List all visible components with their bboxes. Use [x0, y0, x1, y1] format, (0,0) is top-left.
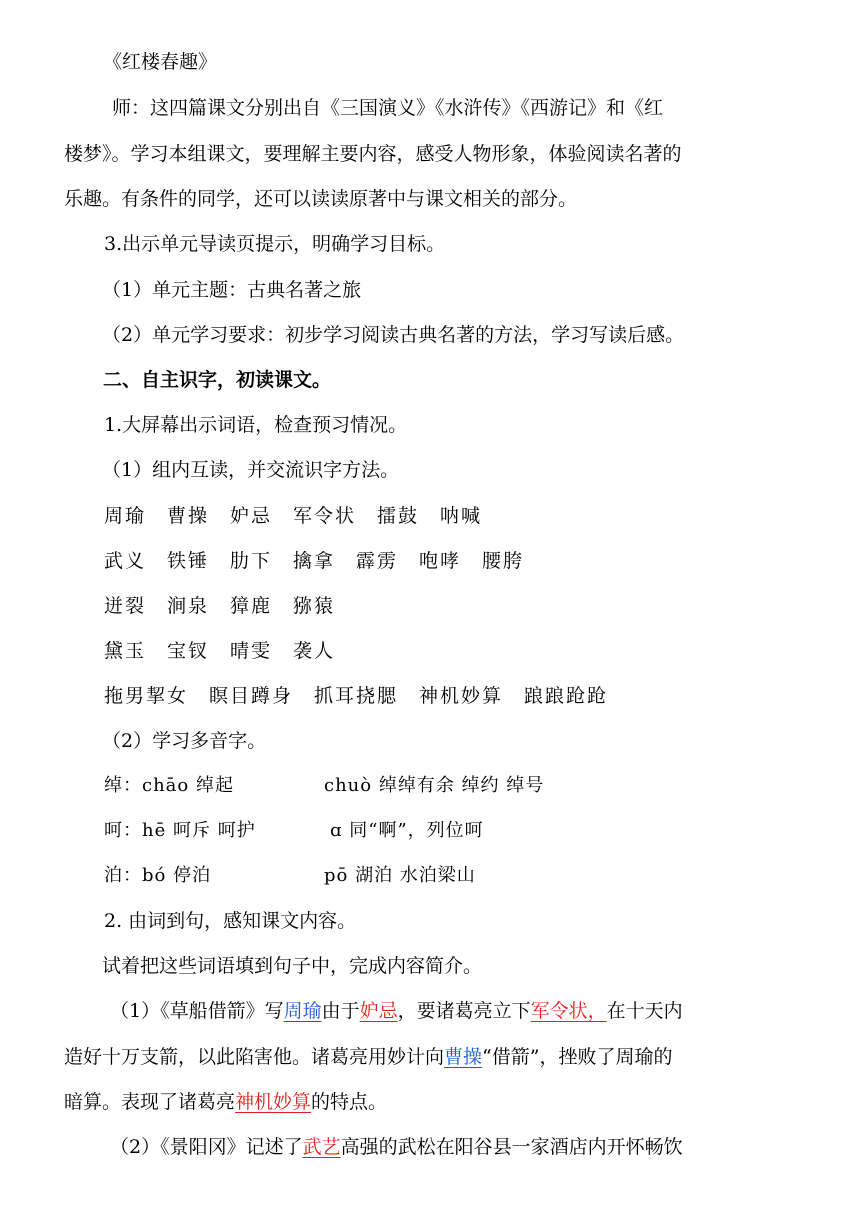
sub-item: （1）组内互读，并交流识字方法。: [102, 459, 400, 481]
vocab-row: 武义 铁锤 肋下 擒拿 霹雳 咆哮 腰胯: [104, 550, 525, 572]
filled-word: 周瑜: [283, 1000, 322, 1022]
polyphone-reading: pō 湖泊 水泊梁山: [324, 865, 476, 886]
sub-item: （2）学习多音字。: [102, 730, 267, 752]
sub-item: （1）单元主题：古典名著之旅: [102, 279, 362, 301]
summary-text: ，要诸葛亮立下: [397, 1000, 531, 1022]
step-heading: 1.大屏幕出示词语，检查预习情况。: [104, 414, 408, 436]
summary-text: 暗算。表现了诸葛亮: [64, 1091, 236, 1113]
paragraph-line: 楼梦》。学习本组课文，要理解主要内容，感受人物形象，体验阅读名著的: [64, 143, 682, 165]
filled-word: 曹操: [444, 1046, 483, 1068]
polyphone-reading: chuò 绰绰有余 绰约 绰号: [324, 775, 545, 796]
book-title-line: 《红楼春趣》: [103, 51, 218, 73]
summary-line: [64, 1043, 672, 1071]
step-heading: 3.出示单元导读页提示，明确学习目标。: [104, 233, 446, 255]
vocab-row: 黛玉 宝钗 晴雯 袭人: [104, 640, 336, 662]
summary-line: [110, 997, 683, 1025]
summary-text: 由于: [321, 1000, 360, 1022]
vocab-row: 周瑜 曹操 妒忌 军令状 擂鼓 呐喊: [104, 505, 483, 527]
summary-text: 在十天内: [606, 1000, 683, 1022]
vocab-row: 拖男挈女 瞑目蹲身 抓耳挠腮 神机妙算 踉踉跄跄: [104, 685, 609, 707]
summary-text: （2）《景阳冈》记述了: [110, 1136, 303, 1158]
sub-item: （2）单元学习要求：初步学习阅读古典名著的方法，学习写读后感。: [102, 324, 685, 346]
polyphone-reading: 泊：bó 停泊: [104, 865, 212, 886]
filled-word: 神机妙算: [235, 1091, 312, 1113]
vocab-row: 迸裂 涧泉 獐鹿 猕猿: [104, 595, 336, 617]
summary-text: 高强的武松在阳谷县一家酒店内开怀畅饮: [340, 1136, 683, 1158]
step-heading: 2. 由词到句，感知课文内容。: [104, 910, 357, 932]
summary-text: 的特点。: [311, 1091, 388, 1113]
paragraph-line: 试着把这些词语填到句子中，完成内容简介。: [102, 955, 483, 977]
summary-line: [64, 1088, 387, 1116]
filled-word: 妒忌: [359, 1000, 398, 1022]
summary-text: “借箭”，挫败了周瑜的: [482, 1046, 673, 1068]
polyphone-reading: ɑ 同“啊”，列位呵: [330, 820, 484, 841]
filled-word: 武艺: [302, 1136, 341, 1158]
polyphone-reading: 绰：chāo 绰起: [104, 775, 234, 796]
summary-text: 造好十万支箭，以此陷害他。诸葛亮用妙计向: [64, 1046, 445, 1068]
filled-word: 军令状，: [530, 1000, 607, 1022]
summary-line: [110, 1133, 683, 1161]
polyphone-reading: 呵：hē 呵斥 呵护: [104, 820, 256, 841]
section-heading: 二、自主识字，初读课文。: [103, 369, 332, 391]
summary-text: （1）《草船借箭》写: [110, 1000, 284, 1022]
paragraph-line: 乐趣。有条件的同学，还可以读读原著中与课文相关的部分。: [64, 188, 578, 210]
paragraph-line: 师：这四篇课文分别出自《三国演义》《水浒传》《西游记》和《红: [112, 97, 664, 119]
